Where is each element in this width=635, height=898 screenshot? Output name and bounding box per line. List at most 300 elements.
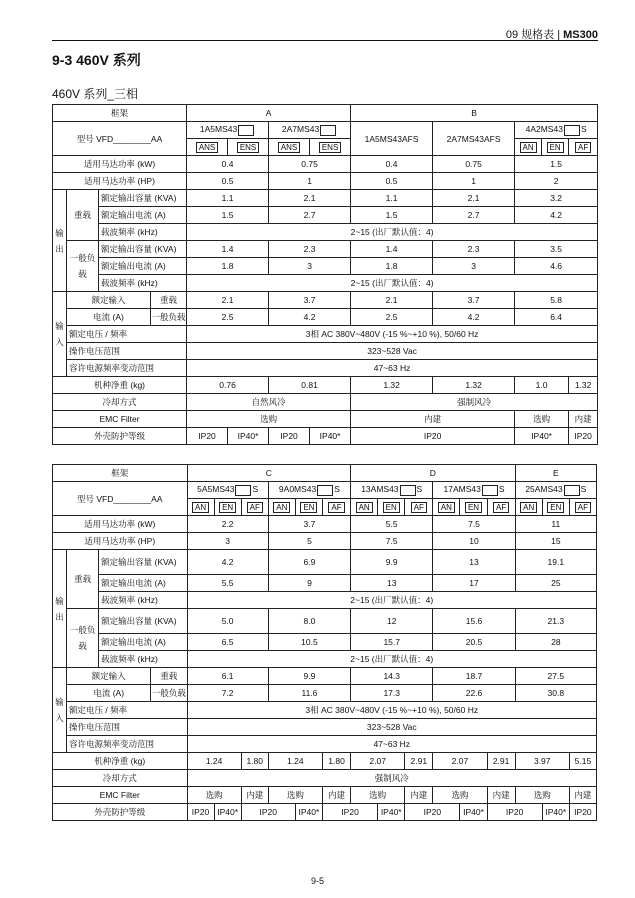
model-cell: 1A5MS43AFS bbox=[351, 122, 433, 156]
row-label: 额定输出容量 (KVA) bbox=[99, 190, 187, 207]
value-cell: 自然风冷 bbox=[187, 394, 351, 411]
suffix-code: EN bbox=[383, 502, 400, 513]
value-cell: 2~15 (出厂默认值：4) bbox=[187, 651, 597, 668]
suffix-cell bbox=[405, 499, 433, 516]
input-label: 输入 bbox=[53, 668, 67, 753]
row-normal-cur bbox=[53, 258, 598, 275]
value-cell: 2 bbox=[515, 173, 598, 190]
model-text: S bbox=[334, 484, 340, 495]
value-cell: 47~63 Hz bbox=[187, 360, 598, 377]
value-cell: 6.5 bbox=[187, 634, 268, 651]
value-cell: 选购 bbox=[515, 411, 569, 428]
input-current-label: 电流 (A) bbox=[67, 309, 151, 326]
row-label: 额定输出容量 (KVA) bbox=[99, 241, 187, 258]
model-blank-box bbox=[400, 485, 416, 496]
model-cell bbox=[269, 122, 351, 139]
value-cell: 7.5 bbox=[433, 516, 515, 533]
value-cell: 1.24 bbox=[187, 753, 241, 770]
value-cell: 0.5 bbox=[187, 173, 269, 190]
value-cell: 7.2 bbox=[187, 685, 268, 702]
frame-label: 框架 bbox=[53, 105, 187, 122]
output-label: 输出 bbox=[53, 190, 67, 292]
row-label: 外壳防护等级 bbox=[53, 428, 187, 445]
value-cell: 内建 bbox=[241, 787, 268, 804]
value-cell: 1.1 bbox=[187, 190, 269, 207]
value-cell: 2.5 bbox=[187, 309, 269, 326]
value-cell: IP20 bbox=[569, 804, 596, 821]
row-ip bbox=[53, 428, 598, 445]
value-cell: 10 bbox=[433, 533, 515, 550]
row-freq bbox=[53, 736, 597, 753]
value-cell: IP40* bbox=[310, 428, 351, 445]
suffix-cell bbox=[322, 499, 350, 516]
row-label: 一般负载 bbox=[151, 685, 187, 702]
row-label: 冷却方式 bbox=[53, 770, 188, 787]
value-cell: 2.5 bbox=[351, 309, 433, 326]
suffix-code: AF bbox=[575, 502, 591, 513]
row-label: 操作电压范围 bbox=[67, 719, 187, 736]
model-text: 4A2MS43 bbox=[525, 124, 563, 135]
value-cell: 2.1 bbox=[351, 292, 433, 309]
value-cell: 1.32 bbox=[433, 377, 515, 394]
value-cell: 3.2 bbox=[515, 190, 598, 207]
value-cell: 6.4 bbox=[515, 309, 598, 326]
value-cell: 9.9 bbox=[268, 668, 350, 685]
frame-a: A bbox=[187, 105, 351, 122]
row-op-range bbox=[53, 719, 597, 736]
row-in-heavy bbox=[53, 292, 598, 309]
value-cell: 2.2 bbox=[187, 516, 268, 533]
value-cell: 12 bbox=[351, 609, 433, 634]
value-cell: 3相 AC 380V~480V (-15 %~+10 %), 50/60 Hz bbox=[187, 326, 598, 343]
value-cell: 强制风冷 bbox=[351, 394, 598, 411]
row-motor-kw bbox=[53, 156, 598, 173]
suffix-cell bbox=[515, 139, 542, 156]
suffix-cell bbox=[460, 499, 487, 516]
value-cell: 2.7 bbox=[433, 207, 515, 224]
value-cell: 13 bbox=[351, 575, 433, 592]
value-cell: 0.75 bbox=[269, 156, 351, 173]
row-heavy-carrier bbox=[53, 224, 598, 241]
model-text: 17AMS43 bbox=[443, 484, 481, 495]
value-cell: 2.07 bbox=[351, 753, 405, 770]
value-cell: 4.2 bbox=[269, 309, 351, 326]
value-cell: 9 bbox=[268, 575, 350, 592]
value-cell: 8.0 bbox=[268, 609, 350, 634]
value-cell: 0.81 bbox=[269, 377, 351, 394]
value-cell: 内建 bbox=[405, 787, 433, 804]
value-cell: 5.5 bbox=[187, 575, 268, 592]
row-normal-cap bbox=[53, 241, 598, 258]
value-cell: 3.97 bbox=[515, 753, 569, 770]
value-cell: 4.6 bbox=[515, 258, 598, 275]
value-cell: 1.0 bbox=[515, 377, 569, 394]
row-label: 额定电压 / 频率 bbox=[67, 702, 187, 719]
row-label: 外壳防护等级 bbox=[53, 804, 188, 821]
model-cell bbox=[187, 482, 268, 499]
suffix-code: ENS bbox=[237, 142, 259, 153]
value-cell: 1.4 bbox=[351, 241, 433, 258]
value-cell: 3 bbox=[433, 258, 515, 275]
suffix-cell bbox=[378, 499, 405, 516]
row-label: 额定输出电流 (A) bbox=[99, 634, 187, 651]
value-cell: 选购 bbox=[268, 787, 322, 804]
value-cell: 4.2 bbox=[515, 207, 598, 224]
value-cell: 2.1 bbox=[187, 292, 269, 309]
normal-label: 一般负载 bbox=[67, 609, 99, 668]
value-cell: 10.5 bbox=[268, 634, 350, 651]
suffix-cell bbox=[351, 499, 378, 516]
value-cell: 1.80 bbox=[322, 753, 350, 770]
row-in-normal bbox=[53, 309, 598, 326]
frame-c: C bbox=[187, 465, 351, 482]
value-cell: IP20 bbox=[269, 428, 310, 445]
value-cell: IP20 bbox=[241, 804, 295, 821]
value-cell: 4.2 bbox=[433, 309, 515, 326]
value-cell: 2.1 bbox=[433, 190, 515, 207]
value-cell: 21.3 bbox=[515, 609, 596, 634]
value-cell: 323~528 Vac bbox=[187, 719, 597, 736]
model-text: 25AMS43 bbox=[525, 484, 563, 495]
row-normal-cur bbox=[53, 634, 597, 651]
row-label: 机种净重 (kg) bbox=[53, 377, 187, 394]
value-cell: 2.91 bbox=[405, 753, 433, 770]
value-cell: 5.0 bbox=[187, 609, 268, 634]
row-label: 额定输出容量 (KVA) bbox=[99, 550, 187, 575]
model-text: 5A5MS43 bbox=[197, 484, 235, 495]
rated-input-label: 额定输入 bbox=[67, 292, 151, 309]
model-text: S bbox=[416, 484, 423, 495]
row-normal-carrier bbox=[53, 275, 598, 292]
normal-label: 一般负载 bbox=[67, 241, 99, 292]
suffix-code: EN bbox=[547, 502, 564, 513]
value-cell: 22.6 bbox=[433, 685, 515, 702]
value-cell: IP20 bbox=[487, 804, 542, 821]
value-cell: 19.1 bbox=[515, 550, 596, 575]
row-motor-hp bbox=[53, 533, 597, 550]
frame-label: 框架 bbox=[53, 465, 188, 482]
suffix-code: AF bbox=[493, 502, 509, 513]
header-rule bbox=[52, 40, 598, 41]
value-cell: 27.5 bbox=[515, 668, 596, 685]
value-cell: IP20 bbox=[322, 804, 377, 821]
suffix-code: AN bbox=[520, 502, 537, 513]
suffix-cell bbox=[269, 139, 310, 156]
suffix-cell bbox=[569, 499, 596, 516]
value-cell: 7.5 bbox=[351, 533, 433, 550]
row-label: 一般负载 bbox=[151, 309, 187, 326]
row-heavy-cur bbox=[53, 575, 597, 592]
value-cell: 47~63 Hz bbox=[187, 736, 597, 753]
row-label: 额定输出电流 (A) bbox=[99, 207, 187, 224]
value-cell: 14.3 bbox=[351, 668, 433, 685]
value-cell: 3.7 bbox=[433, 292, 515, 309]
value-cell: 1.80 bbox=[241, 753, 268, 770]
value-cell: IP40* bbox=[228, 428, 269, 445]
value-cell: 1.1 bbox=[351, 190, 433, 207]
model-text: S bbox=[580, 484, 587, 495]
row-frame bbox=[53, 465, 597, 482]
value-cell: 2~15 (出厂默认值：4) bbox=[187, 592, 597, 609]
model-blank-box bbox=[320, 125, 336, 136]
value-cell: 选购 bbox=[187, 411, 351, 428]
row-ip bbox=[53, 804, 597, 821]
heavy-label: 重载 bbox=[67, 550, 99, 609]
value-cell: 内建 bbox=[569, 787, 596, 804]
value-cell: 15 bbox=[515, 533, 596, 550]
value-cell: 内建 bbox=[569, 411, 598, 428]
row-label: 冷却方式 bbox=[53, 394, 187, 411]
row-normal-cap bbox=[53, 609, 597, 634]
value-cell: 3 bbox=[269, 258, 351, 275]
value-cell: 3 bbox=[187, 533, 268, 550]
value-cell: 15.6 bbox=[433, 609, 515, 634]
value-cell: 20.5 bbox=[433, 634, 515, 651]
model-blank-box bbox=[317, 485, 333, 496]
product-name: MS300 bbox=[563, 29, 598, 41]
value-cell: 5.8 bbox=[515, 292, 598, 309]
value-cell: IP40* bbox=[515, 428, 569, 445]
value-cell: 2~15 (出厂默认值：4) bbox=[187, 224, 598, 241]
value-cell: 5.5 bbox=[351, 516, 433, 533]
suffix-code: EN bbox=[547, 142, 564, 153]
value-cell: 内建 bbox=[351, 411, 515, 428]
value-cell: 1.5 bbox=[515, 156, 598, 173]
row-label: 重载 bbox=[151, 668, 187, 685]
row-label: 额定输出电流 (A) bbox=[99, 258, 187, 275]
row-label: EMC Filter bbox=[53, 787, 188, 804]
suffix-cell bbox=[487, 499, 515, 516]
suffix-cell bbox=[214, 499, 241, 516]
suffix-code: ENS bbox=[319, 142, 341, 153]
input-label: 输入 bbox=[53, 292, 67, 377]
suffix-code: EN bbox=[219, 502, 236, 513]
suffix-code: AF bbox=[328, 502, 344, 513]
row-freq bbox=[53, 360, 598, 377]
model-text: 9A0MS43 bbox=[278, 484, 317, 495]
value-cell: 3.5 bbox=[515, 241, 598, 258]
value-cell: 强制风冷 bbox=[187, 770, 597, 787]
suffix-cell bbox=[241, 499, 268, 516]
value-cell: 11 bbox=[515, 516, 596, 533]
value-cell: IP40* bbox=[460, 804, 487, 821]
value-cell: 323~528 Vac bbox=[187, 343, 598, 360]
value-cell: 0.75 bbox=[433, 156, 515, 173]
model-cell bbox=[351, 482, 433, 499]
frame-d: D bbox=[351, 465, 516, 482]
model-cell: 2A7MS43AFS bbox=[433, 122, 515, 156]
heavy-label: 重载 bbox=[67, 190, 99, 241]
model-blank-box bbox=[482, 485, 498, 496]
row-model bbox=[53, 482, 597, 499]
row-voltage bbox=[53, 326, 598, 343]
value-cell: 1 bbox=[433, 173, 515, 190]
row-normal-carrier bbox=[53, 651, 597, 668]
suffix-code: ANS bbox=[278, 142, 300, 153]
value-cell: 选购 bbox=[433, 787, 487, 804]
row-op-range bbox=[53, 343, 598, 360]
value-cell: 28 bbox=[515, 634, 596, 651]
row-heavy-cur bbox=[53, 207, 598, 224]
suffix-cell bbox=[515, 499, 542, 516]
model-text: 1A5MS43 bbox=[199, 124, 238, 135]
output-label: 输出 bbox=[53, 550, 67, 668]
row-label: 容许电源频率变动范围 bbox=[67, 736, 187, 753]
frame-b: B bbox=[351, 105, 598, 122]
value-cell: 1.5 bbox=[351, 207, 433, 224]
value-cell: 18.7 bbox=[433, 668, 515, 685]
value-cell: 4.2 bbox=[187, 550, 268, 575]
suffix-cell bbox=[542, 139, 569, 156]
suffix-cell bbox=[542, 499, 569, 516]
row-weight bbox=[53, 377, 598, 394]
model-label: 型号 VFD________AA bbox=[53, 482, 188, 516]
value-cell: 1.5 bbox=[187, 207, 269, 224]
row-emc bbox=[53, 787, 597, 804]
model-cell bbox=[268, 482, 350, 499]
value-cell: 2.3 bbox=[433, 241, 515, 258]
value-cell: 6.1 bbox=[187, 668, 268, 685]
model-text: S bbox=[580, 124, 587, 135]
row-label: 额定输出电流 (A) bbox=[99, 575, 187, 592]
value-cell: 选购 bbox=[187, 787, 241, 804]
value-cell: 2.07 bbox=[433, 753, 487, 770]
value-cell: 1.8 bbox=[187, 258, 269, 275]
row-label: 载波频率 (kHz) bbox=[99, 275, 187, 292]
row-label: 容许电源频率变动范围 bbox=[67, 360, 187, 377]
value-cell: 选购 bbox=[351, 787, 405, 804]
value-cell: 3.7 bbox=[269, 292, 351, 309]
row-label: 适用马达功率 (HP) bbox=[53, 173, 187, 190]
row-label: 重载 bbox=[151, 292, 187, 309]
value-cell: IP20 bbox=[187, 428, 228, 445]
value-cell: IP40* bbox=[295, 804, 322, 821]
spec-table-1 bbox=[52, 104, 598, 445]
row-label: 额定电压 / 频率 bbox=[67, 326, 187, 343]
value-cell: IP20 bbox=[405, 804, 460, 821]
suffix-cell bbox=[433, 499, 460, 516]
suffix-code: EN bbox=[465, 502, 482, 513]
value-cell: 0.4 bbox=[187, 156, 269, 173]
row-label: 机种净重 (kg) bbox=[53, 753, 188, 770]
value-cell: 1.4 bbox=[187, 241, 269, 258]
model-cell bbox=[187, 122, 269, 139]
value-cell: IP20 bbox=[351, 428, 515, 445]
value-cell: 30.8 bbox=[515, 685, 596, 702]
suffix-cell bbox=[187, 499, 214, 516]
model-cell bbox=[433, 482, 515, 499]
suffix-cell bbox=[569, 139, 598, 156]
value-cell: 17.3 bbox=[351, 685, 433, 702]
section-title: 9-3 460V 系列 bbox=[52, 52, 141, 68]
value-cell: 2~15 (出厂默认值：4) bbox=[187, 275, 598, 292]
suffix-code: AF bbox=[411, 502, 427, 513]
value-cell: 0.4 bbox=[351, 156, 433, 173]
suffix-code: AF bbox=[575, 142, 591, 153]
value-cell: 6.9 bbox=[268, 550, 350, 575]
value-cell: 5 bbox=[268, 533, 350, 550]
suffix-code: AN bbox=[273, 502, 290, 513]
model-blank-box bbox=[235, 485, 251, 496]
row-motor-hp bbox=[53, 173, 598, 190]
model-blank-box bbox=[564, 485, 580, 496]
value-cell: 15.7 bbox=[351, 634, 433, 651]
value-cell: IP20 bbox=[569, 428, 598, 445]
value-cell: 内建 bbox=[487, 787, 515, 804]
row-label: 操作电压范围 bbox=[67, 343, 187, 360]
row-label: 载波频率 (kHz) bbox=[99, 592, 187, 609]
row-frame bbox=[53, 105, 598, 122]
row-motor-kw bbox=[53, 516, 597, 533]
model-cell bbox=[515, 122, 598, 139]
value-cell: IP20 bbox=[187, 804, 214, 821]
suffix-cell bbox=[295, 499, 322, 516]
row-weight bbox=[53, 753, 597, 770]
value-cell: IP40* bbox=[542, 804, 569, 821]
row-cooling bbox=[53, 770, 597, 787]
value-cell: 11.6 bbox=[268, 685, 350, 702]
value-cell: 1 bbox=[269, 173, 351, 190]
value-cell: 2.7 bbox=[269, 207, 351, 224]
row-label: EMC Filter bbox=[53, 411, 187, 428]
chapter-title: 09 规格表 | bbox=[505, 29, 561, 41]
suffix-cell bbox=[187, 139, 228, 156]
suffix-code: AF bbox=[247, 502, 263, 513]
suffix-code: AN bbox=[520, 142, 537, 153]
value-cell: IP40* bbox=[378, 804, 405, 821]
page-number: 9-5 bbox=[310, 876, 324, 886]
value-cell: 1.32 bbox=[569, 377, 598, 394]
row-emc bbox=[53, 411, 598, 428]
row-model bbox=[53, 122, 598, 139]
value-cell: 1.32 bbox=[351, 377, 433, 394]
suffix-code: AN bbox=[192, 502, 209, 513]
model-label: 型号 VFD________AA bbox=[53, 122, 187, 156]
value-cell: 25 bbox=[515, 575, 596, 592]
row-label: 适用马达功率 (HP) bbox=[53, 533, 188, 550]
suffix-code: AN bbox=[438, 502, 455, 513]
row-label: 载波频率 (kHz) bbox=[99, 651, 187, 668]
row-heavy-carrier bbox=[53, 592, 597, 609]
value-cell: 17 bbox=[433, 575, 515, 592]
value-cell: 0.5 bbox=[351, 173, 433, 190]
suffix-code: EN bbox=[300, 502, 317, 513]
model-text: S bbox=[252, 484, 259, 495]
model-text: S bbox=[498, 484, 505, 495]
row-label: 适用马达功率 (kW) bbox=[53, 516, 188, 533]
subtitle: 460V 系列_三相 bbox=[52, 87, 139, 101]
row-label: 额定输出容量 (KVA) bbox=[99, 609, 187, 634]
spec-table-2 bbox=[52, 464, 597, 821]
value-cell: 1.8 bbox=[351, 258, 433, 275]
value-cell: 选购 bbox=[515, 787, 569, 804]
model-text: 13AMS43 bbox=[361, 484, 399, 495]
suffix-cell bbox=[268, 499, 295, 516]
frame-e: E bbox=[515, 465, 596, 482]
row-heavy-cap bbox=[53, 550, 597, 575]
model-cell bbox=[515, 482, 596, 499]
model-blank-box bbox=[238, 125, 254, 136]
value-cell: 2.91 bbox=[487, 753, 515, 770]
value-cell: 内建 bbox=[322, 787, 350, 804]
value-cell: 2.3 bbox=[269, 241, 351, 258]
row-voltage bbox=[53, 702, 597, 719]
suffix-code: ANS bbox=[196, 142, 218, 153]
row-in-normal bbox=[53, 685, 597, 702]
value-cell: 2.1 bbox=[269, 190, 351, 207]
value-cell: 0.76 bbox=[187, 377, 269, 394]
suffix-cell bbox=[228, 139, 269, 156]
